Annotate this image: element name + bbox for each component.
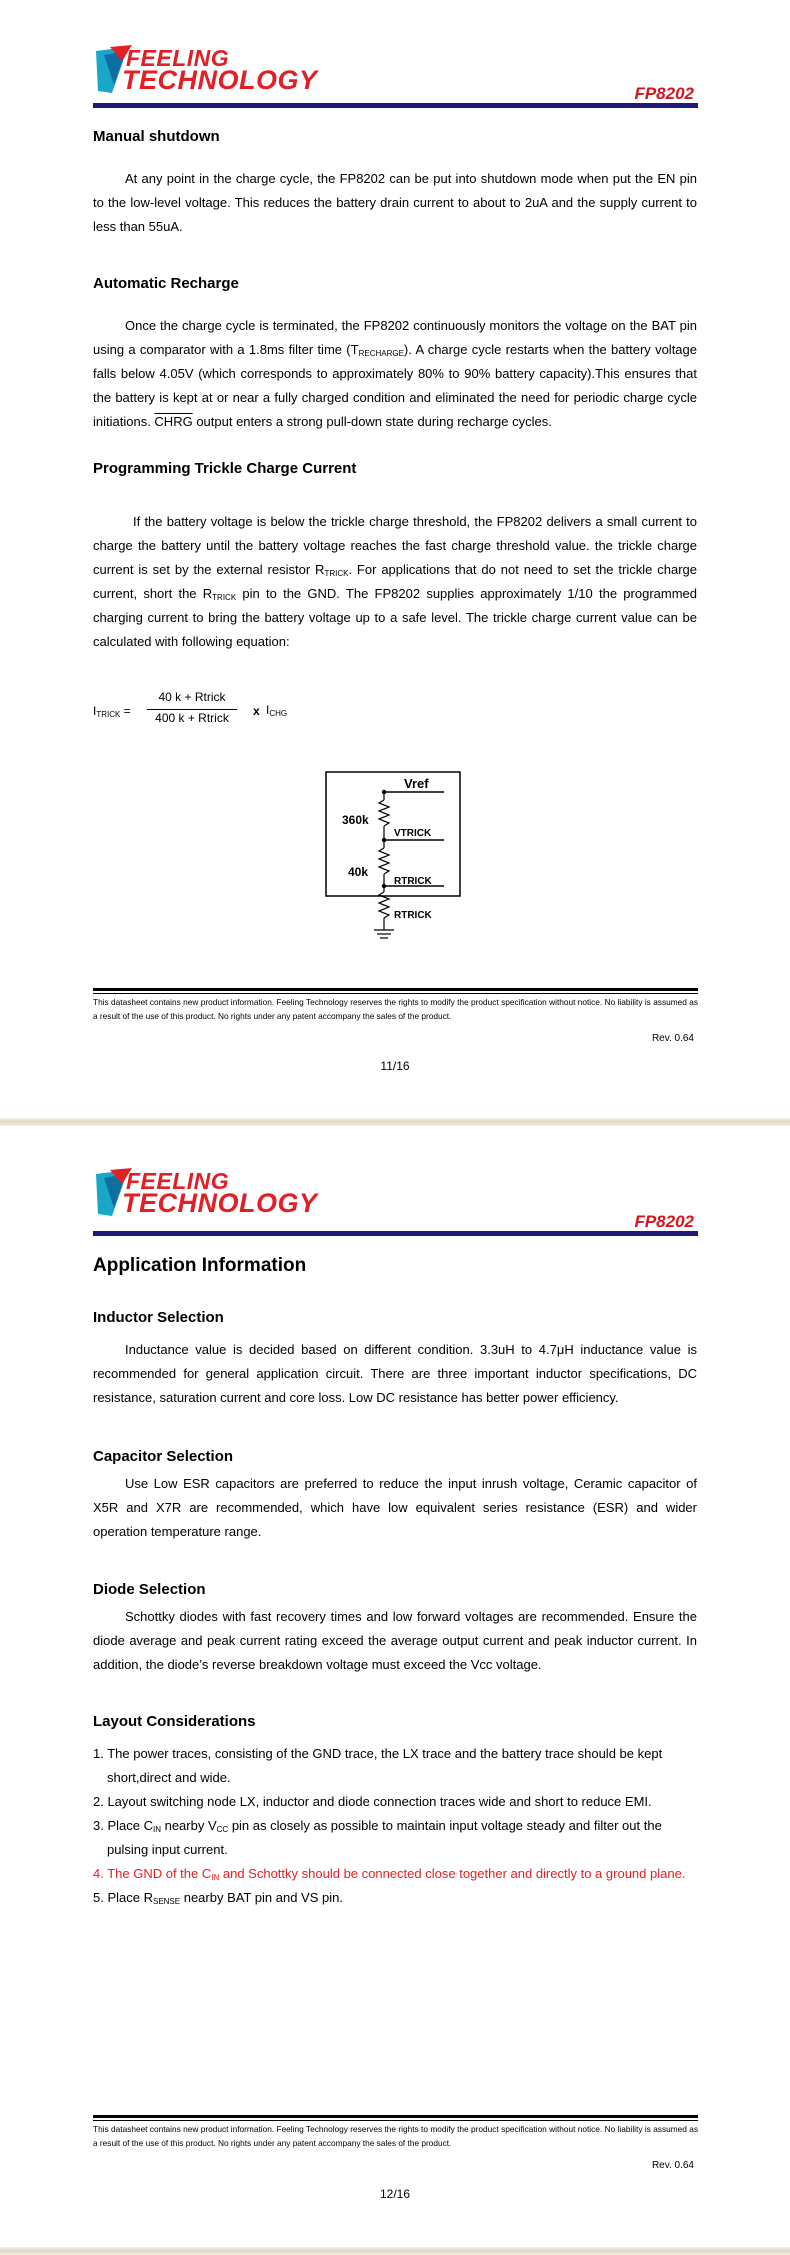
list-item: 3. Place $C_{IN}$ nearby $V_{CC}$ pin as closely as possible to maintain input voltage steady and filter out the pulsing input current. <box>93 1818 662 1857</box>
logo-text-feeling: FEELING <box>126 1168 230 1194</box>
footer-rule-thin <box>93 2120 698 2121</box>
logo-text-feeling: FEELING <box>126 45 230 71</box>
logo-text-technology: TECHNOLOGY <box>122 1188 318 1218</box>
paragraph-inductor: Inductance value is decided based on different condition. 3.3uH to 4.7μH inductance value is recommended for general application circuit. There are three important inductor specifications, DC resistance, saturation current and core loss. Low DC resistance has better power efficiency. <box>93 1342 697 1405</box>
section-title-layout: Layout Considerations <box>93 1713 256 1730</box>
paragraph-automatic-recharge: Once the charge cycle is terminated, the FP8202 continuously monitors the voltage on the BAT pin using a comparator with a 1.8ms filter time $(T_{RECHARGE})$. A charge cycle restarts when the battery voltage falls below 4.05V (which corresponds to approximately 80% to 90% battery capacity).This ensures that the battery is kept at or near a fully charged condition and eliminated the need for periodic charge cycle initiations. CHRG output enters a strong pull-down state during recharge cycles. <box>93 318 697 429</box>
page-number: 11/16 <box>380 1059 410 1073</box>
equation-denominator: 400 k + Rtrick <box>155 711 229 725</box>
label-vref: Vref <box>404 776 429 791</box>
footer-rule-thin <box>93 993 698 994</box>
logo-text-technology: TECHNOLOGY <box>122 65 318 95</box>
revision-label: Rev. 0.64 <box>651 1033 694 1044</box>
paragraph-diode: Schottky diodes with fast recovery times and low forward voltages are recommended. Ensure the diode average and peak current rating exceed the average output current and peak inductor current. In addition, the diode’s reverse breakdown voltage must exceed the Vcc voltage. <box>93 1609 697 1672</box>
equation-numerator: 40 k + Rtrick <box>158 690 226 704</box>
section-title-inductor: Inductor Selection <box>93 1309 224 1326</box>
section-title-trickle-charge: Programming Trickle Charge Current <box>93 460 357 477</box>
footer-disclaimer: This datasheet contains new product information. Feeling Technology reserves the rights to modify the product specification without notice. No liability is assumed as a result of the use of this product. No rights under any patent accompany the sales of the product. <box>93 997 698 1021</box>
section-title-capacitor: Capacitor Selection <box>93 1448 234 1465</box>
page-separator <box>0 1118 790 1126</box>
company-logo <box>92 1166 318 1221</box>
label-rtrick-resistor: RTRICK <box>394 910 432 921</box>
list-item: 5. Place $R_{SENSE}$ nearby BAT pin and VS pin. <box>93 1890 343 1906</box>
label-vtrick: VTRICK <box>394 828 432 839</box>
layout-list <box>93 1742 703 1910</box>
company-logo <box>92 43 318 98</box>
document-id: FP8202 <box>634 84 694 103</box>
header-rule <box>93 1231 698 1236</box>
list-item: 1. The power traces, consisting of the GND trace, the LX trace and the battery trace should be kept short,direct and wide. <box>93 1746 663 1785</box>
section-title-manual-shutdown: Manual shutdown <box>93 128 220 145</box>
page-separator <box>0 2247 790 2255</box>
paragraph-capacitor: Use Low ESR capacitors are preferred to reduce the input inrush voltage, Ceramic capacitor of X5R and X7R are recommended, which have low equivalent series resistance (ESR) and wider operation temperature range. <box>93 1476 697 1539</box>
page-11: FEELING TECHNOLOGY FP8202 Manual shutdown At any point in the charge cycle, the FP8202 can be put into shutdown mode when put the EN pin to the low-level voltage. This reduces the battery drain current to about to 2uA and the supply current to less than 55uA. Automatic Recharge Once the charge cycle is terminated, the FP8202 continuously monitors the voltage on the BAT pin using a comparator with a 1.8ms filter time $(T_{RECHARGE})$. A charge cycle restarts when the battery voltage falls below 4.05V (which corresponds to approximately 80% to 90% battery capacity).This ensures that the battery is kept at or near a fully charged condition and eliminated the need for periodic charge cycle initiations. CHRG output enters a strong pull-down state during recharge cycles. Programming Trickle Charge Current If the battery voltage is below the trickle charge threshold, the FP8202 delivers a small current to charge the battery until the battery voltage reaches the fast charge threshold value. the trickle charge current is set by the external resistor $R_{TRICK}$. For applications that do not need to set the trickle charge current, short the $R_{TRICK}$ pin to the GND. The FP8202 supplies approximately 1/10 the programmed charging current to bring the battery voltage up to a safe level. The trickle charge current value can be calculated with following equation: $I_{TRICK}$ = 40 k + Rtrick 400 k + Rtrick x $I_{CHG}$ Vref 360k VTRICK 40k RTRICK RTRICK This datasheet contains new product information. Feeling Technology reserves the rights to modify the product specification without notice. No liability is assumed as a result of the use of this product. No rights under any patent accompany the sales of the product. Rev. 0.64 11/16 <box>0 0 790 1118</box>
revision-label: Rev. 0.64 <box>651 2160 694 2171</box>
section-title-diode: Diode Selection <box>93 1581 206 1598</box>
label-rtrick-node: RTRICK <box>394 876 432 887</box>
trickle-divider-schematic <box>320 768 470 958</box>
header-rule <box>93 103 698 108</box>
page-title: Application Information <box>93 1255 307 1276</box>
list-item: 2. Layout switching node LX, inductor and diode connection traces wide and short to reduce EMI. <box>93 1794 652 1809</box>
footer-rule <box>93 988 698 991</box>
paragraph-trickle-charge: If the battery voltage is below the trickle charge threshold, the FP8202 delivers a small current to charge the battery until the battery voltage reaches the fast charge threshold value. the trickle charge current is set by the external resistor $R_{TRICK}$. For applications that do not need to set the trickle charge current, short the $R_{TRICK}$ pin to the GND. The FP8202 supplies approximately 1/10 the programmed charging current to bring the battery voltage up to a safe level. The trickle charge current value can be calculated with following equation: <box>93 514 698 649</box>
paragraph-manual-shutdown: At any point in the charge cycle, the FP8202 can be put into shutdown mode when put the EN pin to the low-level voltage. This reduces the battery drain current to about to 2uA and the supply current to less than 55uA. <box>93 171 697 234</box>
page-12 <box>0 1126 790 2244</box>
footer-disclaimer: This datasheet contains new product information. Feeling Technology reserves the rights to modify the product specification without notice. No liability is assumed as a result of the use of this product. No rights under any patent accompany the sales of the product. <box>93 2124 698 2148</box>
section-title-automatic-recharge: Automatic Recharge <box>93 275 239 292</box>
document-id: FP8202 <box>634 1212 694 1231</box>
page-number: 12/16 <box>379 2187 411 2201</box>
chrg-pin-label: CHRG <box>154 414 193 429</box>
footer-rule <box>93 2115 698 2118</box>
list-item-highlighted: 4. The GND of the $C_{IN}$ and Schottky should be connected close together and directly to a ground plane. <box>93 1866 686 1882</box>
label-360k: 360k <box>342 813 369 827</box>
label-40k: 40k <box>348 865 369 879</box>
